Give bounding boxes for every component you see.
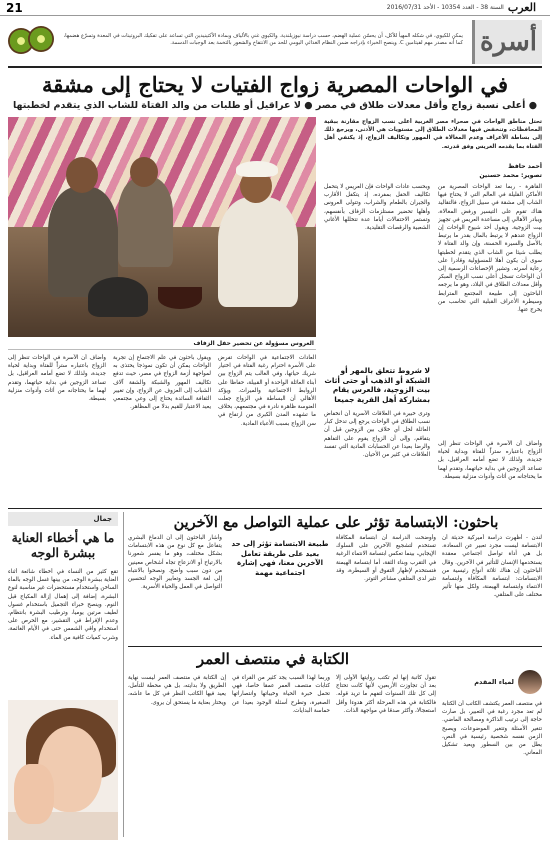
issue-info: السنة 38 - العدد 10354 - الأحد 2016/07/31 <box>386 4 504 11</box>
article1-photographer: تصوير: محمد حسنين <box>479 172 542 179</box>
article1-col-mid2: ويقول باحثون في علم الاجتماع إن تجربة الواحات يمكن أن تكون نموذجا يحتذى به لمواجهة أزمة الزواج في مصر، حيث تدفع تكاليف المهور والشبكة والشقة آلاف الشباب إلى العزوف عن الزواج، وإن تغيير الثقافة السائدة يحتاج إلى وعي مجتمعي يعيد الاعتبار للقيم بدلا من المظاهر. <box>113 355 211 411</box>
sidebar-text: تقع كثير من النساء في أخطاء شائعة أثناء العناية ببشرة الوجه، من بينها غسل الوجه بالماء الساخن واستخدام مستحضرات غير مناسبة لنوع البشرة، إضافة إلى إهمال إزالة المكياج قبل النوم. وينصح خبراء التجميل باستخدام غسول لطيف مرتين يوميا، وترطيب البشرة بانتظام، وعدم الإفراط في التقشير، مع الحرص على استخدام واقي الشمس حتى في الأيام الغائمة، وشرب كميات كافية من الماء. <box>8 569 118 641</box>
article2-col3: وأشار الباحثون إلى أن الدماغ البشري يتفاعل مع كل نوع من هذه الابتسامات بشكل مختلف، وهو ما يفسر شعورنا بالارتياح أو الانزعاج تجاه أشخاص معينين من دون سبب واضح. ونصحوا بالانتباه إلى لغة الجسد وتعابير الوجه لتحسين التواصل في العمل والحياة الأسرية. <box>128 535 222 591</box>
kiwi-image <box>8 24 56 56</box>
article1-col-left: وأضاف أن الأسرة في الواحات تنظر إلى الزواج باعتباره ستراً للفتاة وبداية لحياة جديدة، ولذلك لا تضع أمامه العراقيل، بل تساعد الزوجين في بداية حياتهما، وتقدم لهما ما يحتاجانه من أثاث وأدوات منزلية بسيطة. <box>8 355 106 403</box>
masthead-logo: العرب <box>507 1 536 14</box>
article3-author: لمياء المقدم <box>474 678 514 686</box>
header-rule <box>8 66 542 68</box>
photo-caption: العروس مسؤولة عن تحضير حفل الزفاف <box>8 338 316 350</box>
article3-col4: إن الكتابة في منتصف العمر ليست نهاية الطريق ولا بدايته، بل هي محطة للتأمل، يعيد فيها الكاتب النظر في كل ما عاشه، ويختار بعناية ما يستحق أن يروى. <box>128 675 226 706</box>
article2-col1: لندن - أظهرت دراسة أميركية حديثة أن الابتسامة ليست مجرد تعبير عن السعادة، بل هي أداة تواصل اجتماعي معقدة يستخدمها الإنسان للتأثير في الآخرين. وقال الباحثون إن هناك ثلاثة أنواع رئيسية من الابتسامات: ابتسامة المكافأة وابتسامة الانتماء وابتسامة الهيمنة، ولكل منها تأثير مختلف على المتلقي. <box>442 535 542 599</box>
article1-author: أحمد حافظ <box>508 163 542 170</box>
article1-col-right-d: وأضاف أن الأسرة في الواحات تنظر إلى الزواج باعتباره ستراً للفتاة وبداية لحياة جديدة، ولذلك لا تضع أمامه العراقيل، بل تساعد الزوجين في بداية حياتهما، وتقدم لهما ما يحتاجانه من أثاث وأدوات منزلية بسيطة. <box>438 441 542 480</box>
article1-intro: تحتل مناطق الواحات في صحراء مصر الغربية أعلى نسب الزواج مقارنة ببقية المحافظات، وتنخفض فيها معدلات الطلاق إلى مستويات هي الأدنى، ويرجع ذلك إلى بساطة الأعراف وعدم المغالاة في المهور وتكاليف الزواج، إذ يكتفي أهل الفتاة بما يقدمه العريس وفق قدرته. <box>324 119 542 150</box>
article1-bottom-rule <box>8 508 542 509</box>
article1-col-right-b: وبحسب عادات الواحات فإن العريس لا يتحمل تكاليف الحفل بمفرده، إذ يتكفل الأقارب والجيران بالطعام والشراب، وتتولى العروس وأهلها تحضير مستلزمات الزفاف بأنفسهم، وتستمر الاحتفالات أياما عدة تتخللها الأغاني الشعبية والرقصات التقليدية. <box>324 184 430 232</box>
article3-headline: الكتابة في منتصف العمر <box>196 650 350 668</box>
masthead-group <box>387 1 544 14</box>
section-title: أسرة <box>480 27 537 57</box>
promo-text: يمكن للكيوي، في شكله المهيأ للأكل، أن يحسّن عملية الهضم، حسب دراسة نيوزيلندية. والكيوي غني بالألياف وبمادة الأكتينيدين التي تساعد على تفكيك البروتينات في المعدة وتسرّع هضمها، كما أنه مصدر مهم لفيتامين C. وينصح الخبراء بإدراجه ضمن النظام الغذائي اليومي للحد من الانتفاخ والشعور بالتخمة بعد الوجبات الدسمة. <box>63 33 463 46</box>
author-avatar <box>518 670 542 694</box>
sidebar-tag-label: جمال <box>93 515 112 523</box>
sidebar-tag <box>8 512 118 526</box>
article3-col2: تقول كاتبة إنها لم تكتب روايتها الأولى إلا بعد أن تجاوزت الأربعين، لأنها كانت تحتاج إلى كل تلك السنوات لتفهم ما تريد قوله. فالكتابة في هذه المرحلة أكثر هدوءا وأقل استعجالا، وأكثر صدقا في مواجهة الذات. <box>336 675 436 714</box>
section-label <box>472 20 542 64</box>
article3-col3: وربما لهذا السبب يجد كثير من القراء في كتابات منتصف العمر عمقا خاصا، فهي تحمل خبرة الحياة وخيباتها وانتصاراتها الصغيرة، وتطرح أسئلة الوجود بعيدا عن حماسة البدايات. <box>232 675 330 714</box>
article1-headline: في الواحات المصرية زواج الفتيات لا يحتاج إلى مشقة <box>41 72 508 97</box>
sidebar-divider <box>123 512 124 837</box>
article2-bottom-rule <box>128 646 542 647</box>
article1-col-mid1: العادات الاجتماعية في الواحات تفرض على الأسرة احترام رغبة الفتاة في اختيار شريك حياتها، وفي الغالب يتم الزواج بين أبناء العائلة الواحدة أو القبيلة، حفاظا على الروابط الاجتماعية والميراث. ويؤكد الأهالي أن البساطة في الزواج جعلت العنوسة ظاهرة نادرة في مجتمعهم، بخلاف ما تشهده المدن الكبرى من ارتفاع في سن الزواج بسبب الأعباء المادية. <box>218 355 316 427</box>
article1-midhead: لا شروط تتعلق بالمهر أو الشبكة أو الذهب أو حتى أثاث بيت الزوجية، فالعرس يقام بمشاركة أهل القرية جميعا <box>324 366 430 404</box>
article2-col2: وأوضحت الدراسة أن ابتسامة المكافأة تستخدم لتشجيع الآخرين على السلوك الإيجابي، بينما تعكس ابتسامة الانتماء الرغبة في التقرب وبناء الثقة، أما ابتسامة الهيمنة فتستخدم لإظهار التفوق أو السيطرة، وقد تثير لدى المتلقي مشاعر التوتر. <box>336 535 436 583</box>
page-header <box>0 0 550 16</box>
promo-box <box>8 22 463 58</box>
page-number: 21 <box>6 0 23 15</box>
sidebar-headline: ما هي أخطاء العناية ببشرة الوجه <box>11 530 115 560</box>
article1-subhead: ● أعلى نسبة زواج وأقل معدلات طلاق في مصر ● لا عراقيل أو طلبات من والد الفتاة للشاب الذي يتقدم لخطبتها <box>12 100 538 111</box>
article2-headline: باحثون: الابتسامة تؤثر على عملية التواصل مع الآخرين <box>173 514 499 531</box>
wedding-photo <box>8 117 316 337</box>
article1-col-right: القاهرة - ربما تعد الواحات المصرية من الأماكن القليلة في العالم التي لا يحتاج فيها الشاب إلى مشقة في سبيل الزواج، فالتقاليد هناك تقوم على التيسير ورفض المغالاة، ويبادر الأهالي إلى مساعدة العريس في تجهيز بيت الزوجية. ويقول أحد شيوخ الواحات إن الزواج عندهم لا يرتبط بالمال بقدر ما يرتبط بالأصل والسيرة الحسنة، وإن والد الفتاة لا يطلب شيئا من الشاب الذي يتقدم لخطبتها سوى أن يكون أهلا للمسؤولية وقادرا على رعاية أسرته. وتشير الإحصاءات الرسمية إلى أن الواحات تسجل أعلى نسب الزواج المبكر وأقل معدلات الطلاق في البلاد، وهو ما يرجعه الباحثون إلى طبيعة المجتمع المترابط وسيطرة الأعراف القبلية التي تحاسب من يخرج عنها. <box>438 184 542 314</box>
beauty-photo <box>8 700 118 840</box>
article2-pullquote: طبيعة الابتسامة تؤثر إلى حد بعيد على طريقة تعامل الآخرين معنا، فهي إشارة اجتماعية مهمة <box>231 540 329 577</box>
article3-author-box <box>432 668 542 696</box>
article3-col1: في منتصف العمر يكتشف الكاتب أن الكتابة لم تعد مجرد رغبة في التعبير، بل صارت حاجة إلى ترتيب الذاكرة ومصالحة الماضي. تتغير الأسئلة وتتغير الموضوعات، ويصبح الزمن نفسه شخصية رئيسية في النص، يطل من بين السطور ويعيد تشكيل المعاني. <box>442 701 542 757</box>
article1-col-right-c: وترى خبيرة في العلاقات الأسرية أن انخفاض نسب الطلاق في الواحات يرجع إلى تدخل كبار العائلة لحل أي خلاف بين الزوجين قبل أن يتفاقم، وإلى أن الزواج يقوم على التفاهم والرضا بعيدا عن الحسابات المادية التي تفسد العلاقات في كثير من الأحيان. <box>324 411 430 459</box>
